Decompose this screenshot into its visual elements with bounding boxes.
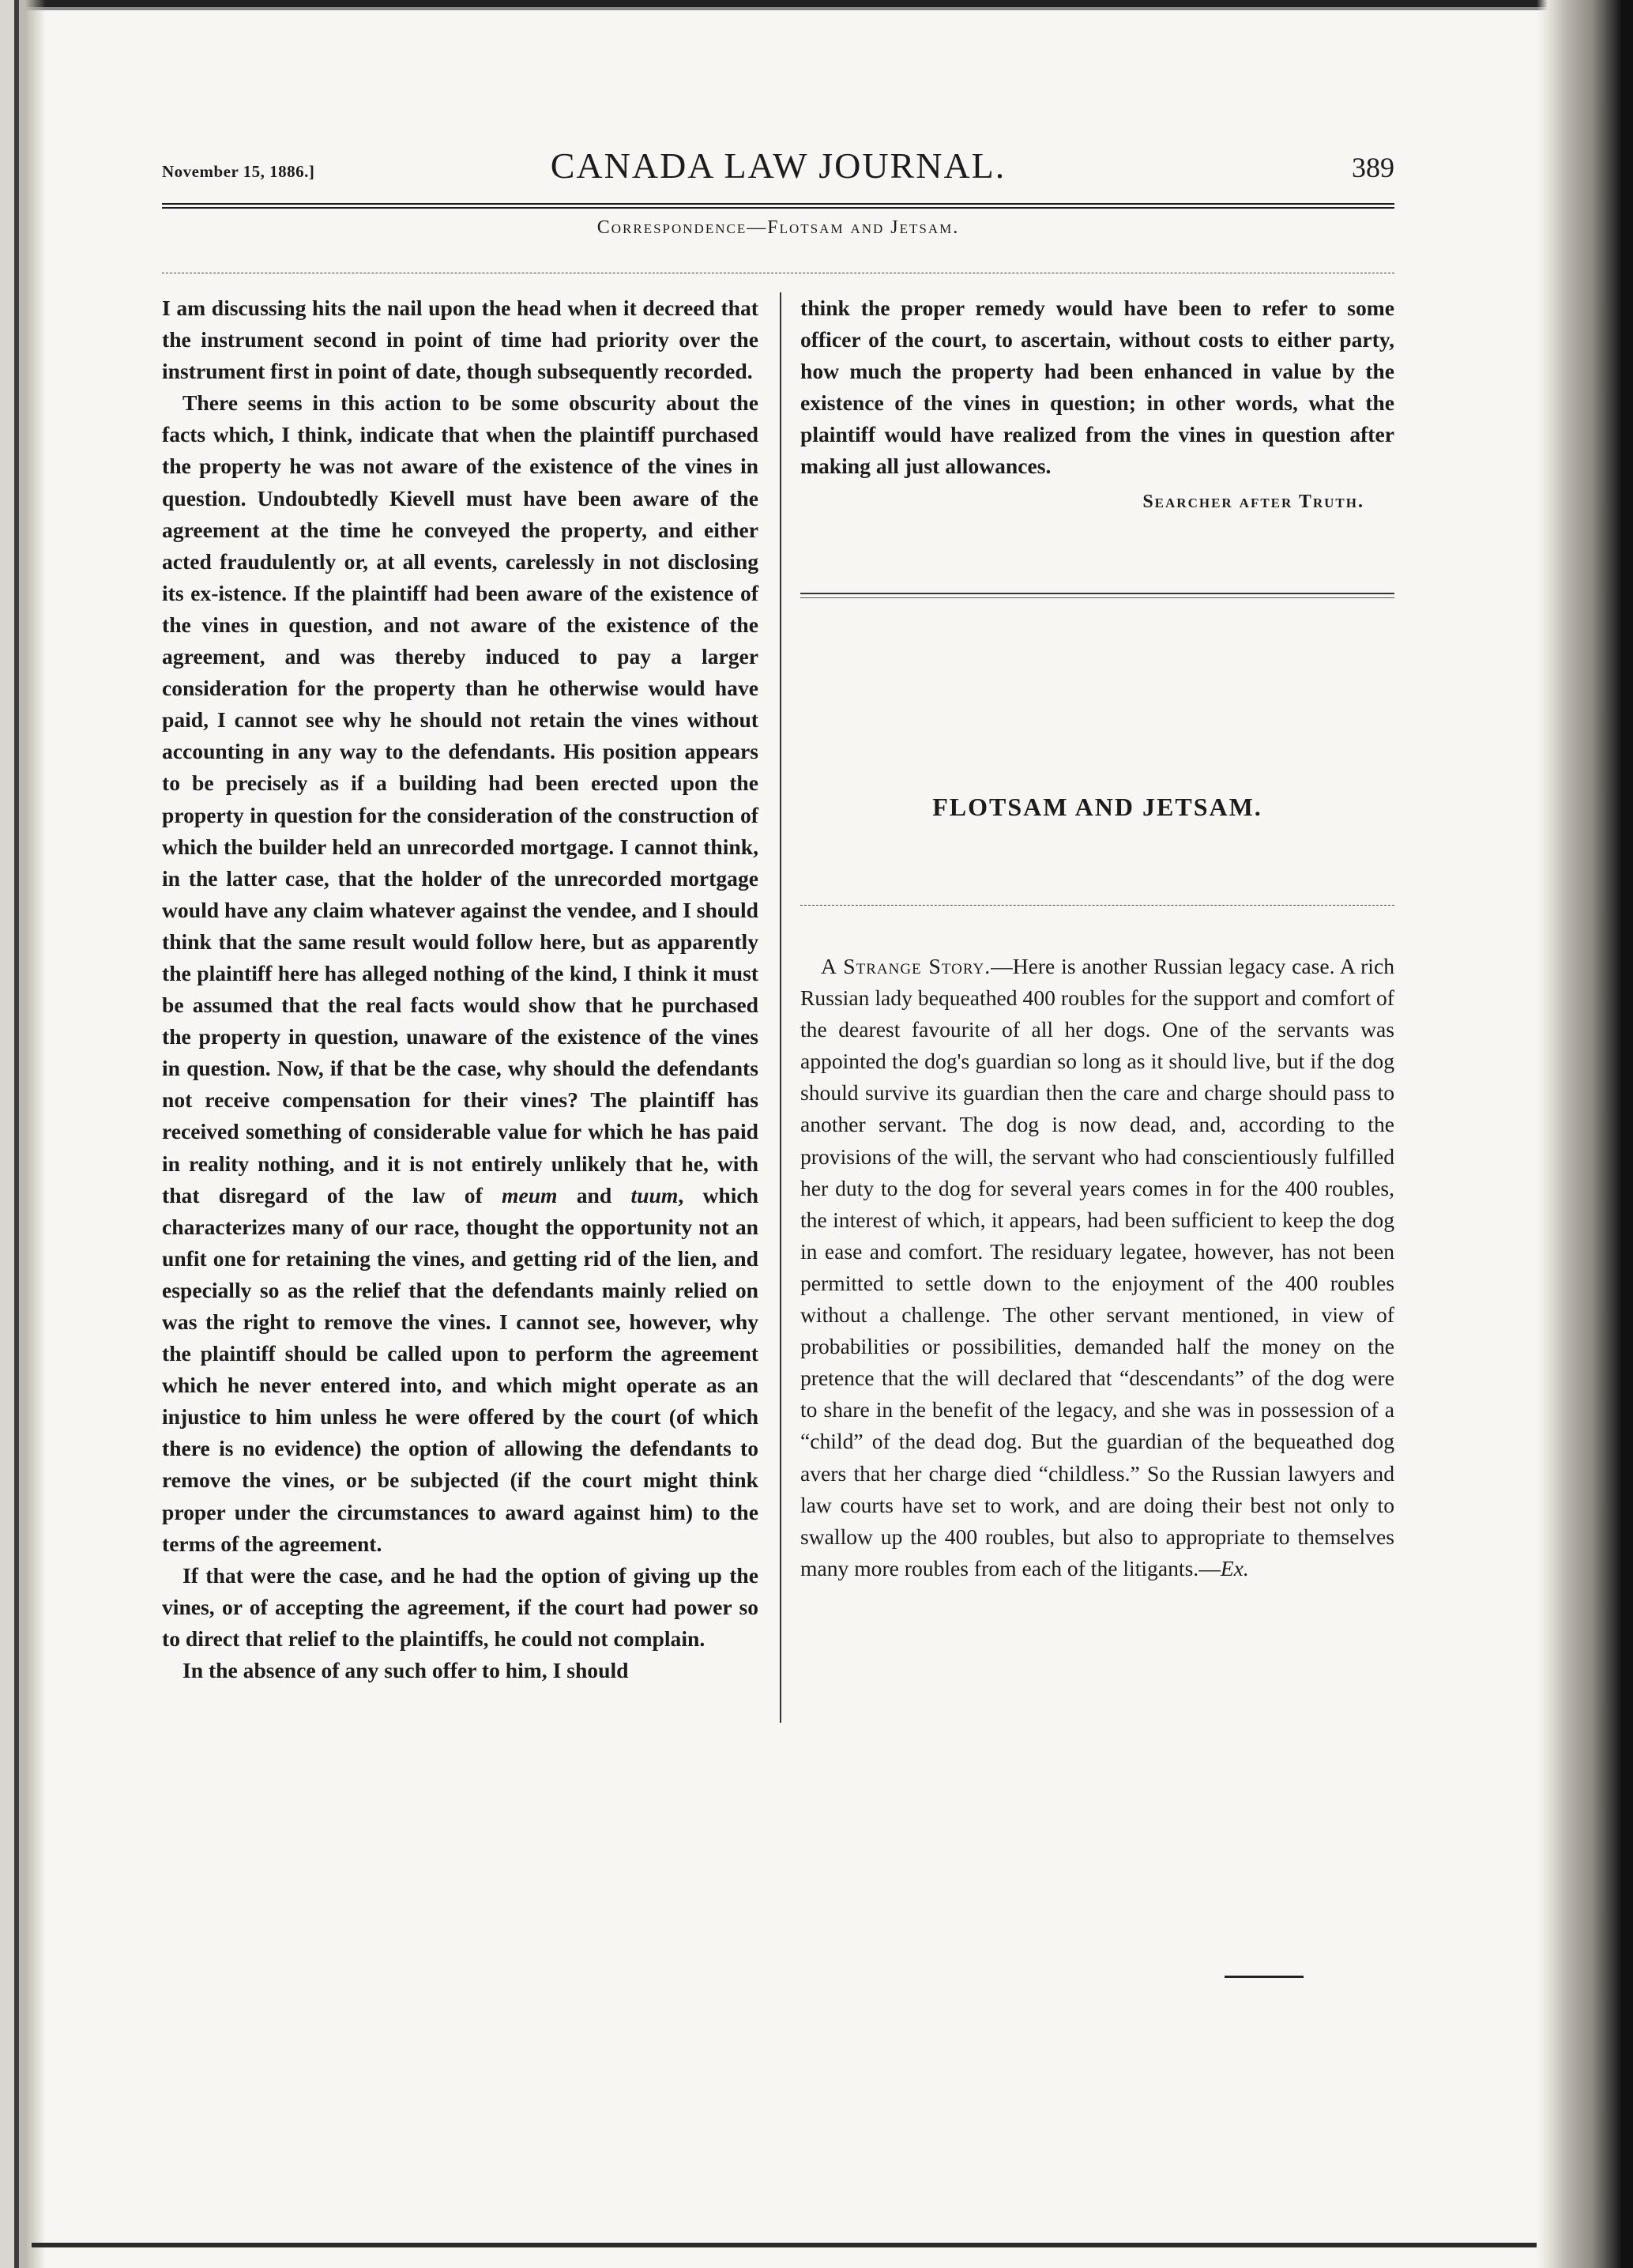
page-number: 389 <box>1352 152 1394 183</box>
scan-edge-right <box>1537 0 1633 2268</box>
issue-date: November 15, 1886.] <box>162 162 315 181</box>
article-separator-rule <box>800 593 1394 598</box>
flotsam-heading: FLOTSAM AND JETSAM. <box>932 793 1262 821</box>
latin-term: tuum <box>630 1182 679 1207</box>
story-paragraph <box>800 951 1394 1584</box>
flotsam-story <box>800 951 1394 1584</box>
column-divider <box>780 292 781 1723</box>
letter-paragraph <box>162 387 758 1559</box>
letter-text: and <box>557 1182 631 1207</box>
end-rule <box>1225 1976 1304 1978</box>
journal-title: CANADA LAW JOURNAL. <box>550 145 1007 186</box>
flotsam-rule <box>800 905 1394 906</box>
story-lead: A Strange Story. <box>821 954 991 978</box>
letter-text: , which characterizes many of our race, thought the opportunity not an unfit one for retaining the vines, and getting rid of the lien, and especially so as the relief that the defendants mainly relied on was the right to remove the vines. I cannot see, however, why the plaintiff should be called upon to perform the agreement which he never entered into, and which might operate as an injustice to him unless he were offered by the court (of which there is no evidence) the option of allowing the defendants to remove the vines, or be subjected (if the court might think proper under the circumstances to award against him) to the terms of the agreement. <box>162 1182 758 1556</box>
story-body: —Here is another Russian legacy case. A rich Russian lady bequeathed 400 roubles for the support and comfort of the dearest favourite of all her dogs. One of the servants was appointed the dog's guardian so long as it should live, but if the dog should survive its guardian then the care and charge should pass to another servant. The dog is now dead, and, according to the provisions of the will, the servant who had conscientiously fulfilled her duty to the dog for several years comes in for the 400 roubles, the interest of which, it appears, had been sufficient to keep the dog in ease and comfort. The residuary legatee, however, has not been permitted to settle down to the enjoyment of the 400 roubles without a challenge. The other servant mentioned, in view of probabilities or possibilities, demanded half the money on the pretence that the will declared that “descendants” of the dog were to share in the benefit of the legacy, and she was in possession of a “child” of the dead dog. But the guardian of the bequeathed dog avers that her charge died “childless.” So the Russian lawyers and law courts have set to work, and are doing their best not only to swallow up the 400 roubles, but also to appropriate to themselves many more roubles from each of the litigants.— <box>800 954 1394 1580</box>
right-column-letter <box>800 292 1394 518</box>
left-column <box>162 292 758 1686</box>
journal-page <box>162 130 1394 2217</box>
section-heading: Correspondence—Flotsam and Jetsam. <box>596 217 960 238</box>
letter-paragraph: If that were the case, and he had the option of giving up the vines, or of accepting the agreement, if the court had power so to direct that relief to the plaintiffs, he could not complain. <box>162 1562 758 1651</box>
story-source: Ex. <box>1220 1555 1249 1580</box>
latin-term: meum <box>502 1182 558 1207</box>
scan-edge-bottom <box>32 2243 1537 2247</box>
letter-paragraph: think the proper remedy would have been to refer to some officer of the court, to ascertain, without costs to either party, how much the property had been enhanced in value by the existence of the vines in question; in other words, what the plaintiff would have realized from the vines in question after making all just allowances. <box>800 296 1394 479</box>
letter-paragraph: I am discussing hits the nail upon the head when it decreed that the instrument second in point of time had priority over the instrument first in point of date, though subsequently recorded. <box>162 296 758 384</box>
scan-edge-left <box>0 0 46 2268</box>
header-double-rule <box>162 203 1394 209</box>
letter-text: There seems in this action to be some obscurity about the facts which, I think, indicate that when the plaintiff purchased the property he was not aware of the existence of the vines in question. Undoubtedly Kievell must have been aware of the agreement at the time he conveyed the property, and either acted fraudulently or, at all events, carelessly in not disclosing its ex-istence. If the plaintiff had been aware of the existence of the vines in question, and not aware of the existence of the agreement, and was thereby induced to pay a larger consideration for the property than he otherwise would have paid, I cannot see why he should not retain the vines without accounting in any way to the defendants. His position appears to be precisely as if a building had been erected upon the property in question for the consideration of the construction of which the builder held an unrecorded mortgage. I cannot think, in the latter case, that the holder of the unrecorded mortgage would have any claim whatever against the vendee, and I should think that the same result would follow here, but as apparently the plaintiff here has alleged nothing of the kind, I think it must be assumed that the real facts would show that he purchased the property in question, unaware of the existence of the vines in question. Now, if that be the case, why should the defendants not receive compensation for their vines? The plaintiff has received something of considerable value for which he has paid in reality nothing, and it is not entirely unlikely that he, with that disregard of the law of <box>162 390 758 1207</box>
running-header <box>162 145 1394 200</box>
letter-paragraph: In the absence of any such offer to him, I should <box>182 1658 629 1683</box>
letter-signature: Searcher after Truth. <box>1142 491 1364 512</box>
scan-edge-top <box>0 0 1633 17</box>
